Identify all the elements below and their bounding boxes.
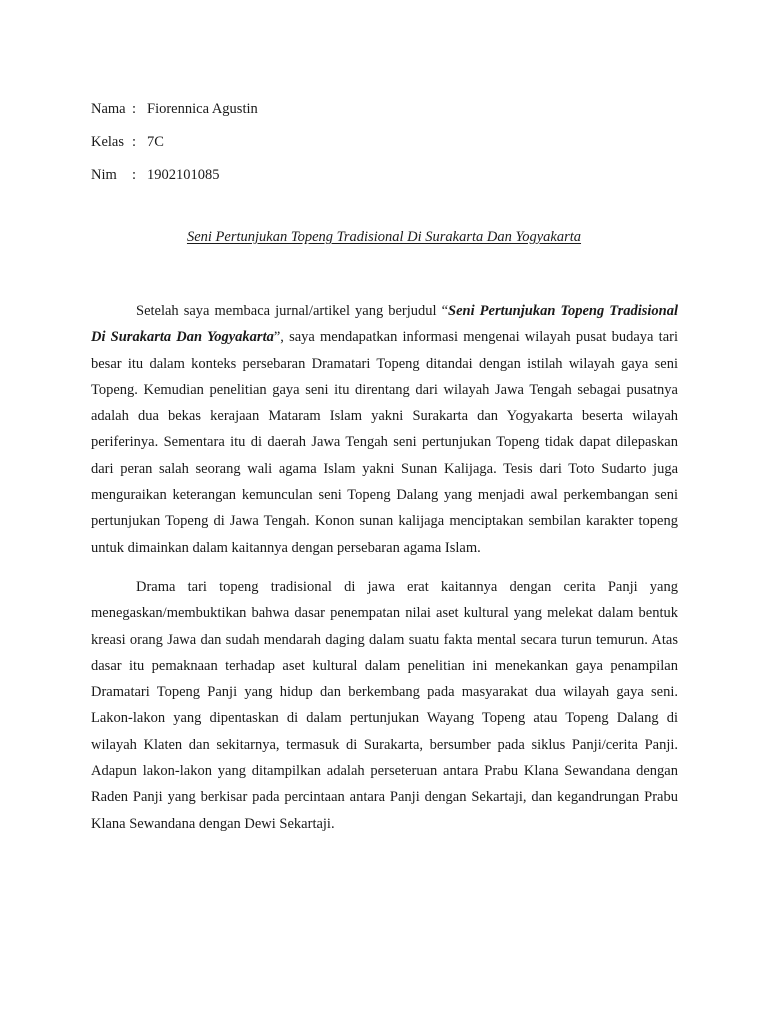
document-title: Seni Pertunjukan Topeng Tradisional Di Surakarta Dan Yogyakarta: [186, 229, 582, 245]
class-label: Kelas: [91, 134, 125, 150]
class-row: [91, 126, 258, 159]
nim-label: Nim: [91, 167, 117, 183]
nim-row: [91, 159, 258, 192]
nim-colon: :: [132, 167, 137, 183]
paragraph-1: [91, 298, 678, 561]
name-label: Nama: [91, 101, 126, 117]
document-body: [91, 298, 678, 850]
name-row: [91, 93, 258, 126]
name-value: Fiorennica Agustin: [147, 101, 258, 117]
paragraph-1-rest: ”, saya mendapatkan informasi mengenai wilayah pusat budaya tari besar itu dalam konteks persebaran Dramatari Topeng ditandai dengan istilah wilayah gaya seni Topeng. Kemudian penelitian gaya seni itu direntang dari wilayah Jawa Tengah sebagai pusatnya adalah dua bekas kerajaan Mataram Islam yakni Surakarta dan Yogyakarta beserta wilayah periferinya. Sementara itu di daerah Jawa Tengah seni pertunjukan Topeng tidak dapat dilepaskan dari peran salah seorang wali agama Islam yakni Sunan Kalijaga. Tesis dari Toto Sudarto juga menguraikan keterangan kemunculan seni Topeng Dalang yang menjadi awal perkembangan seni pertunjukan Topeng di Jawa Tengah. Konon sunan kalijaga menciptakan sembilan karakter topeng untuk dimainkan dalam kaitannya dengan persebaran agama Islam.: [91, 329, 678, 556]
paragraph-1-article-title: Seni Pertunjukan Topeng Tradisional Di Surakarta Dan Yogyakarta: [91, 303, 679, 346]
name-colon: :: [132, 101, 137, 117]
paragraph-1-intro: Setelah saya membaca jurnal/artikel yang berjudul “: [136, 303, 449, 319]
class-colon: :: [132, 134, 137, 150]
paragraph-2: Drama tari topeng tradisional di jawa erat kaitannya dengan cerita Panji yang menegaskan/membuktikan bahwa dasar penempatan nilai aset kultural yang melekat dalam bentuk kreasi orang Jawa dan sudah mendarah daging dalam suatu fakta mental secara turun temurun. Atas dasar itu pemaknaan terhadap aset kultural dalam penelitian ini menekankan gaya penampilan Dramatari Topeng Panji yang hidup dan berkembang pada masyarakat dua wilayah gaya seni. Lakon-lakon yang dipentaskan di dalam pertunjukan Wayang Topeng atau Topeng Dalang di wilayah Klaten dan sekitarnya, termasuk di Surakarta, bersumber pada siklus Panji/cerita Panji. Adapun lakon-lakon yang ditampilkan adalah perseteruan antara Prabu Klana Sewandana dengan Raden Panji yang berkisar pada percintaan antara Panji dengan Sekartaji, dan kegandrungan Prabu Klana Sewandana dengan Dewi Sekartaji.: [91, 578, 678, 832]
nim-value: 1902101085: [147, 167, 220, 183]
class-value: 7C: [147, 134, 164, 150]
student-info: [91, 93, 258, 192]
